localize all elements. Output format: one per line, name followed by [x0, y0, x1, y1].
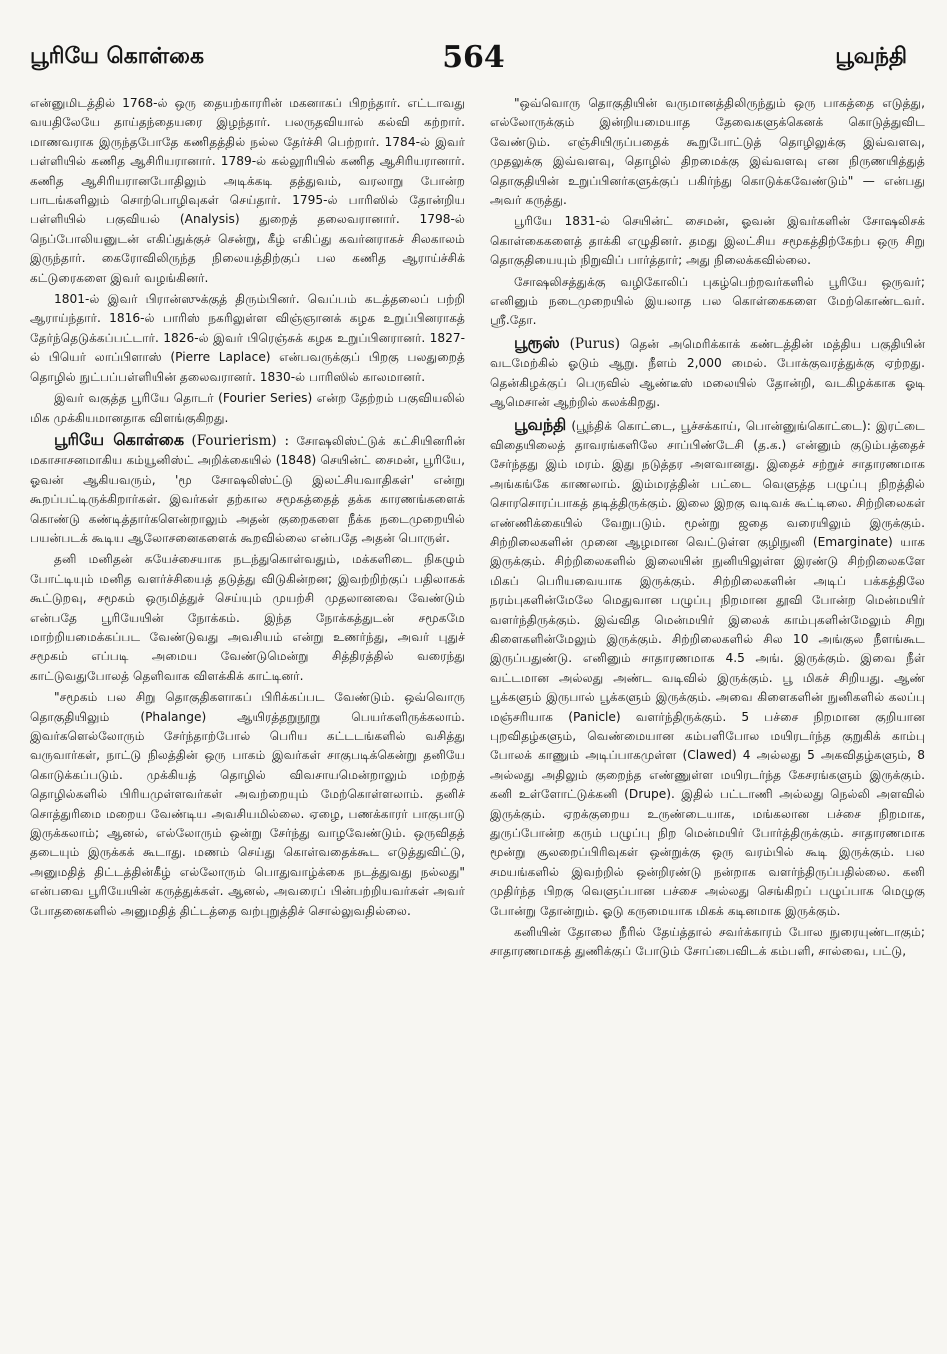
fourierism-paragraph-4: "ஒவ்வொரு தொகுதியின் வருமானத்திலிருந்தும் ஒரு பாகத்தை எடுத்து, எல்லோருக்கும் இன்றியமையாத தேவைகளுக்கெனக் கொடுத்துவிட வேண்டும். எஞ்சியிருப்பதைக் கூறுபோட்டுத் தொழிலுக்கு இவ்வளவு, முதலுக்கு இவ்வளவு, தொழில் திறமைக்கு இவ்வளவு என நிருணயித்துத் தொகுதியின் உறுப்பினர்களுக்குப் பகிர்ந்து கொடுக்கவேண்டும்" — என்பது அவர் கருத்து. — [490, 96, 925, 208]
header-left-title: பூரியே கொள்கை — [30, 44, 205, 69]
poovanthi-paragraph-2: கனியின் தோலை நீரில் தேய்த்தால் சவர்க்காரம் போல நுரையுண்டாகும்; சாதாரணமாகத் துணிக்குப் போடும் சோப்பைவிடக் கம்பளி, சால்வை, பட்டு, — [490, 925, 925, 959]
entry-term-english: (Fourierism) : — [191, 432, 290, 449]
entry-text: தென் அமெரிக்காக் கண்டத்தின் மத்திய பகுதியின் வடமேற்கில் ஓடும் ஆறு. நீளம் 2,000 மைல். போக்குவரத்துக்கு ஏற்றது. தென்கிழக்குப் பெருவில் ஆண்டீஸ் மலையில் தோன்றி, வடகிழக்காக ஓடி ஆமெசான் ஆற்றில் கலக்கிறது. — [490, 336, 925, 410]
entry-term: பூவந்தி — [514, 414, 567, 434]
entry-term-english: (Purus) — [569, 335, 620, 352]
entry-text: சோஷலிஸ்ட்டுக் கட்சியினரின் மகாசாசனமாகிய கம்யூனிஸ்ட் அறிக்கையில் (1848) செயின்ட் சைமன், பூரியே, ஓவன் ஆகியவரும், 'மூ சோஷலிஸ்ட்டு இலட்சியவாதிகள்' என்று கூறப்பட்டிருக்கிறார்கள். இவர்கள் தற்கால சமூகத்தைத் தக்க காரணங்களைக் கொண்டு கண்டித்தார்களென்றாலும் அதன் குறைகளை நீக்க நடைமுறையில் பயன்படக் கூடிய ஆலோசனைகளைக் கூறவில்லை என்பதே அதன் பொருள். — [30, 433, 465, 545]
entry-term: பூரியே கொள்கை — [54, 429, 185, 449]
fourier-bio-paragraph-1: என்னுமிடத்தில் 1768-ல் ஒரு தையற்காரரின் மகனாகப் பிறந்தார். எட்டாவது வயதிலேயே தாய்தந்தையரை இழந்தார். பலருதவியால் கல்வி கற்றார். மாணவராக இருந்தபோதே கணிதத்தில் நல்ல தேர்ச்சி பெற்றார். 1784-ல் இவர் பள்ளியில் கணித ஆசிரியரானார். 1789-ல் கல்லூரியில் கணித ஆசிரியரானார். கணித ஆசிரியரானபோதிலும் அடிக்கடி தத்துவம், வரலாறு போன்ற பாடங்களிலும் சொற்பொழிவுகள் செய்தார். 1795-ல் பாரிஸில் தோன்றிய பள்ளியில் பகுவியல் (Analysis) துறைத் தலைவரானார். 1798-ல் நெப்போலியனுடன் எகிப்துக்குச் சென்று, கீழ் எகிப்து கவர்னராகச் சிலகாலம் இருந்தார். கைரோவிலிருந்த நிலையத்திற்குப் பல கணித ஆராய்ச்சிக் கட்டுரைகளை இவர் வழங்கினர். — [30, 96, 465, 285]
fourierism-entry — [30, 430, 465, 548]
fourierism-paragraph-2: தனி மனிதன் சுயேச்சையாக நடந்துகொள்வதும், மக்களிடை நிகழும் போட்டியும் மனித வளர்ச்சியைத் தடுத்து விடுகின்றன; இவற்றிற்குப் பதிலாகக் கூட்டுறவு, சமூகம் ஒருமித்துச் செய்யும் முயற்சி முதலானவை வேண்டும் என்பதே பூரியேயின் நோக்கம். இந்த நோக்கத்துடன் சமூகமே மாற்றியமைக்கப்பட வேண்டுவது அவசியம் என்று உணர்ந்து, அவர் புதுச் சமூகம் எப்படி அமைய வேண்டுமென்று சித்திரத்தில் வரைந்து காட்டுவதுபோலத் தெளிவாக விளக்கிக் காட்டினர். — [30, 552, 465, 683]
entry-term: பூரூஸ் — [514, 332, 560, 352]
fourier-bio-paragraph-3: இவர் வகுத்த பூரியே தொடர் (Fourier Series) என்ற தேற்றம் பகுவியலில் மிக முக்கியமானதாக விளங்குகிறது. — [30, 391, 465, 425]
left-column — [30, 94, 465, 1334]
page-header — [0, 40, 947, 76]
fourierism-paragraph-5: பூரியே 1831-ல் செயின்ட் சைமன், ஓவன் இவர்களின் சோஷலிசக் கொள்கைகளைத் தாக்கி எழுதினர். தமது இலட்சிய சமூகத்திற்கேற்ப ஒரு சிறு தொகுதியையும் நிறுவிப் பார்த்தார்; அது நிலைக்கவில்லை. — [490, 214, 925, 268]
page-number: 564 — [442, 40, 505, 75]
fourier-bio-paragraph-2: 1801-ல் இவர் பிரான்ஸுக்குத் திரும்பினர். வெப்பம் கடத்தலைப் பற்றி ஆராய்ந்தார். 1816-ல் பாரிஸ் நகரிலுள்ள விஞ்ஞானக் கழக உறுப்பினராகத் தேர்ந்தெடுக்கப்பட்டார். 1826-ல் இவர் பிரெஞ்சுக் கழக உறுப்பினரானர். 1827-ல் பியெர் லாப்பிளாஸ் (Pierre Laplace) என்பவருக்குப் பிறகு பலதுறைத் தொழில் நுட்பப்பள்ளியின் தலைவரானர். 1830-ல் பாரிஸில் காலமானர். — [30, 292, 465, 384]
fourierism-paragraph-6: சோஷலிசத்துக்கு வழிகோலிப் புகழ்பெற்றவர்களில் பூரியே ஒருவர்; எனினும் நடைமுறையில் இயலாத பல கொள்கைகளை மேற்கொண்டவர். ஸ்ரீ.தோ. — [490, 274, 925, 328]
fourierism-paragraph-3: "சமூகம் பல சிறு தொகுதிகளாகப் பிரிக்கப்பட வேண்டும். ஒவ்வொரு தொகுதியிலும் (Phalange) ஆயிரத்தறுநூறு பெயர்களிருக்கலாம். இவர்களெல்லோரும் சேர்ந்தாற்போல் பெரிய கட்டடங்களில் வசித்து வருவார்கள், நாட்டு நிலத்தின் ஒரு பாகம் இவர்கள் சாகுபடிக்கென்று தனியே கொடுக்கப்படும். முக்கியத் தொழில் விவசாயமென்றாலும் மற்றத் தொழில்களில் பிரியமுள்ளவர்கள் அவற்றையும் மேற்கொள்ளலாம். தனிச் சொத்துரிமை மறைய வேண்டிய அவசியமில்லை. ஏழை, பணக்காரர் பாகுபாடு இருக்கலாம்; ஆனல், எல்லோரும் ஒன்று சேர்ந்து வாழவேண்டும். ஒருவிதத் தடையும் இருக்கக் கூடாது. மணம் செய்து கொள்வதைக்கூட எடுத்துவிட்டு, அனுமதித் திட்டத்தின்கீழ் எல்லோரும் பொதுவாழ்க்கை நடத்துவது நல்லது" என்பவை பூரியேயின் கருத்துக்கள். ஆனல், அவரைப் பின்பற்றியவர்கள் அவர் போதனைகளில் அனுமதித் திட்டத்தை வற்புறுத்திச் சொல்லுவதில்லை. — [30, 690, 465, 918]
header-right-title: பூவந்தி — [835, 44, 907, 69]
right-column — [490, 94, 925, 1334]
purus-entry — [490, 333, 925, 413]
entry-text: (பூந்திக் கொட்டை, பூச்சக்காய், பொன்னுங்கொட்டை): இரட்டை விதையிலைத் தாவரங்களிலே சாப்பிண்டேசி (த.க.) என்னும் குடும்பத்தைச் சேர்ந்தது இம் மரம். இது நடுத்தர அளவானது. இதைச் சற்றுச் சாதாரணமாக அங்கங்கே காணலாம். இம்மரத்தின் பட்டை வெளுத்த பழுப்பு நிறத்தில் சொரசொரப்பாகத் தடித்திருக்கும். இலை இறகு வடிவக் கூட்டிலை. சிற்றிலைகள் எண்ணிக்கையில் வேறுபடும். மூன்று ஜதை வரையிலும் இருக்கும். சிற்றிலைகளின் முனை ஆழமான வெட்டுள்ள குழிநுனி (Emarginate) யாக இருக்கும். சிற்றிலைகளில் இலையின் நுனியிலுள்ள இரண்டு சிற்றிலைகளே மிகப் பெரியவையாக இருக்கும். சிற்றிலைகளின் அடிப் பக்கத்திலே நரம்புகளின்மேலே மெதுவான பழுப்பு நிறமான தூவி போன்ற மென்மயிர் வளர்ந்திருக்கும். இவ்வித மென்மயிர் இலைக் காம்புகளின்மேலும் சிறு கிளைகளின்மேலும் இருக்கும். சிற்றிலைகளில் சில 10 அங்குல நீளங்கூட இருப்பதுண்டு. எனினும் சாதாரணமாக 4.5 அங். இருக்கும். இவை நீள் வட்டமான அல்லது அண்ட வடிவில் இருக்கும். பூ மிகச் சிறியது. ஆண் பூக்களும் இருபால் பூக்களும் இருக்கும். அவை கிளைகளின் நுனிகளில் கலப்பு மஞ்சரியாக (Panicle) வளர்ந்திருக்கும். 5 பச்சை நிறமான குறியான புறவிதழ்களும், வெண்மையான கம்பளிபோல மயிரடர்ந்த குறுகிக் காம்பு போலக் காணும் அடிப்பாகமுள்ள (Clawed) 4 அல்லது 5 அகவிதழ்களும், 8 அல்லது அதிலும் குறைந்த எண்ணுள்ள மயிரடர்ந்த கேசரங்களும் இருக்கும். கனி உள்ளோட்டுக்கனி (Drupe). இதில் பட்டாணி அல்லது நெல்லி அளவில் இருக்கும். ஏறக்குறைய உருண்டையாக, மங்கலான பச்சை நிறமாக, துருப்போன்ற கரும் பழுப்பு நிற மென்மயிர் போர்த்திருக்கும். சாதாரணமாக மூன்று சூலறைப்பிரிவுகள் ஒன்றுக்கு ஒரு வரம்பில் கூடி இருக்கும். பல சமயங்களில் இவற்றில் ஒன்றிரண்டு நன்றாக வளர்ந்திருப்பதில்லை. கனி முதிர்ந்த பிறகு வெளுப்பான பச்சை அல்லது செங்கிறப் பழுப்பாக மெழுகு போன்று தோன்றும். ஓடு கருமையாக மிகக் கடினமாக இருக்கும். — [490, 418, 925, 918]
poovanthi-entry — [490, 415, 925, 922]
